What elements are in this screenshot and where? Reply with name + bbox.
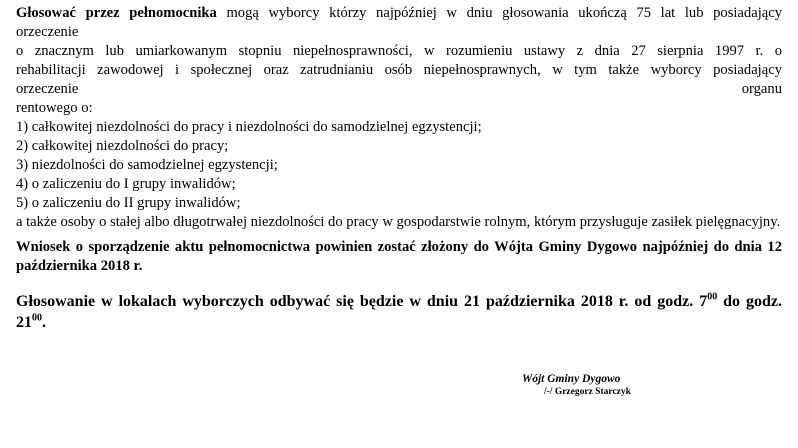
also-paragraph: a także osoby o stałej albo długotrwałej niezdolności do pracy w gospodarstwie rolnym, którym przysługuje zasiłek pielęgnacyjny. [16, 214, 781, 230]
intro-line-1 [16, 4, 782, 23]
to-minutes: 00 [32, 312, 42, 324]
intro-bold-lead: Głosować przez pełnomocnika [16, 5, 217, 21]
list-item: 2) całkowitej niezdolności do pracy; [16, 138, 229, 154]
signature-title: Wójt Gminy Dygowo [522, 373, 621, 385]
signature-name: /-/ Grzegorz Starczyk [544, 387, 631, 397]
intro-line-5 [16, 80, 782, 99]
intro-line-5-right: organu [741, 81, 782, 97]
condition-list [16, 118, 782, 213]
list-item: 3) niezdolności do samodzielnej egzystencji; [16, 157, 278, 173]
intro-line-1-rest: mogą wyborcy którzy najpóźniej w dniu głosowania ukończą 75 lat lub posiadający [216, 5, 782, 21]
voting-hours-notice [16, 291, 782, 333]
intro-line-5-left: orzeczenie [16, 81, 79, 97]
to-text: do godz. [717, 292, 782, 310]
voting-end: . [42, 313, 46, 331]
proxy-deadline-notice: Wniosek o sporządzenie aktu pełnomocnictwa powinien zostać złożony do Wójta Gminy Dygowo najpóźniej do dnia 12 października 2018 r. [16, 239, 782, 274]
intro-line-3: o znacznym lub umiarkowanym stopniu niepełnosprawności, w rozumieniu ustawy z dnia 27 sierpnia 1997 r. o [16, 43, 782, 59]
list-item: 1) całkowitej niezdolności do pracy i niezdolności do samodzielnej egzystencji; [16, 119, 482, 135]
voting-text: Głosowanie w lokalach wyborczych odbywać się będzie w dniu 21 października 2018 r. od godz. [16, 292, 700, 310]
intro-line-6: rentowego o: [16, 100, 93, 116]
intro-line-2: orzeczenie [16, 24, 79, 40]
list-item: 5) o zaliczeniu do II grupy inwalidów; [16, 195, 241, 211]
to-hour: 21 [16, 313, 32, 331]
intro-line-4: rehabilitacji zawodowej i społecznej oraz zatrudnianiu osób niepełnosprawnych, w tym także wyborcy posiadający [16, 62, 782, 78]
from-minutes: 00 [707, 291, 718, 303]
from-hour: 7 [699, 292, 708, 310]
list-item: 4) o zaliczeniu do I grupy inwalidów; [16, 176, 236, 192]
document-body [16, 4, 782, 349]
signature-block [522, 372, 631, 398]
